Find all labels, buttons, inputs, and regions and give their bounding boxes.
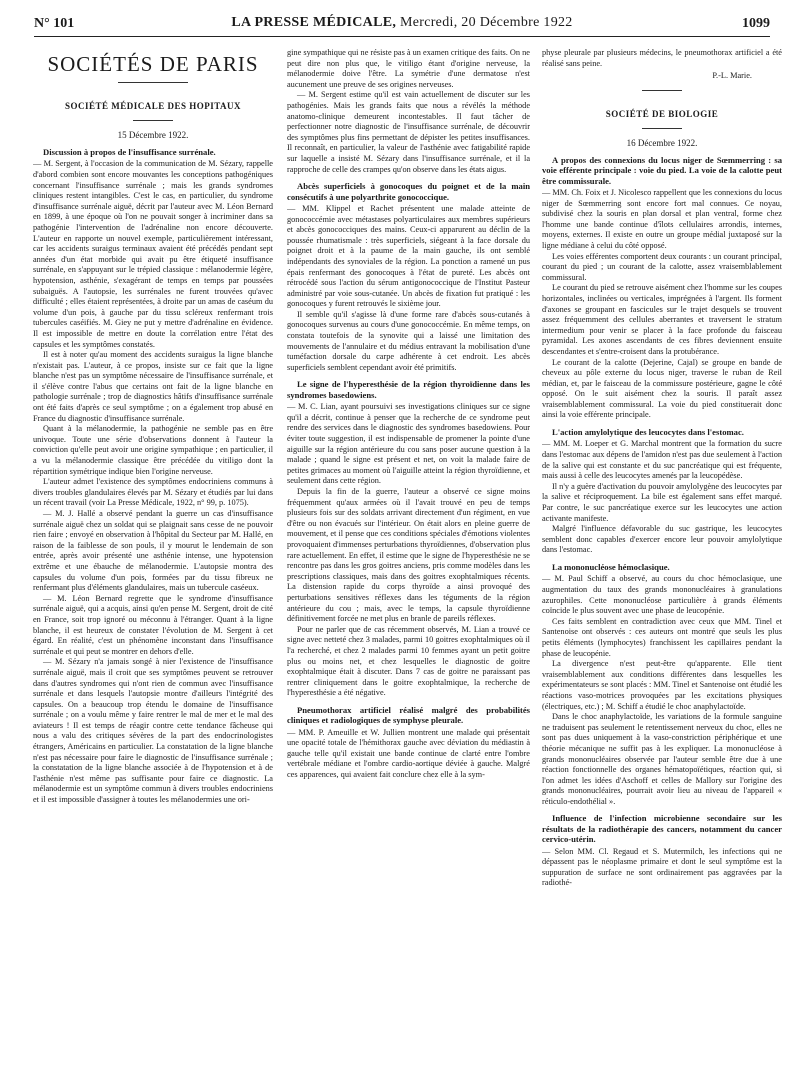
page-number: 1099 bbox=[742, 16, 770, 31]
article-heading: A propos des connexions du locus niger de Sœmmerring : sa voie efférente principale : voie du pied. La voie de la calotte peut être commissurale. bbox=[542, 154, 782, 186]
paragraph: L'auteur admet l'existence des symptômes endocriniens communs à divers troubles glandulaires élevés par M. Sézary et étudiés par lui dans un récent travail (voir La Presse Médicale, 1922, n° 99, p. 1075). bbox=[33, 477, 273, 508]
session-date: 16 Décembre 1922. bbox=[626, 137, 698, 148]
paragraph: — MM. Klippel et Rachet présentent une malade atteinte de gonococcémie avec métastases polyarticulaires aux membres supérieurs et abcès gonococciques des mains. Ceux-ci apparurent au déclin de la poussée rhumatismale : très superficiels, siégeant à la face dorsale du poignet droit et à la paume de la main gauche, ils ont semblé indépendants des synoviales de la région. La ponction a ramené un pus épais renfermant des gonocoques à l'état de pureté. Les abcès ont rétrocédé sous l'action du sérum antigonococcique de l'Institut Pasteur administré par voie sous-cutanée. Un abcès de fixation fut pratiqué : les gonocoques y furent retrouvés le sixième jour. bbox=[287, 203, 530, 309]
paragraph: Malgré l'influence défavorable du suc gastrique, les leucocytes semblent donc capables d'exercer encore leur pouvoir amylolytique dans l'estomac. bbox=[542, 524, 782, 555]
paragraph: — M. J. Hallé a observé pendant la guerre un cas d'insuffisance surrénale aiguë chez un soldat qui se plaignait sans cesse de ne pouvoir rien faire ; envoyé en observation à l'hôpital du Secteur par M. Hallé, en raison de la faiblesse de son pouls, il y mourut le lendemain de son entrée, après avoir présenté une asthénie intense, une hypotension extrême et une ébauche de mélanodermie. L'autopsie montra des capsules du volume d'un pois, formées par du tissu fibreux ne renfermant plus d'éléments glandulaires, mais un tubercule caséeux. bbox=[33, 509, 273, 593]
column-1 bbox=[33, 48, 273, 1078]
paragraph: Ces faits semblent en contradiction avec ceux que MM. Tinel et Santenoise ont observés : ces auteurs ont montré que seuls les plus petits éléments (lymphocytes) franchissent les capillaires pendant la phase de leucopénie. bbox=[542, 616, 782, 658]
session-date: 15 Décembre 1922. bbox=[117, 130, 189, 140]
paragraph: — MM. M. Loeper et G. Marchal montrent que la formation du sucre dans l'estomac aux dépens de l'amidon n'est pas due seulement à l'action de la salive qui est constante et du suc pancréatique qui est fréquente, mais aussi à celle des leucocytes amenés par la leucopédèse. bbox=[542, 439, 782, 481]
article-heading: Le signe de l'hyperesthésie de la région thyroïdienne dans les syndromes basedowiens. bbox=[287, 379, 530, 400]
paragraph: Quant à la mélanodermie, la pathogénie ne semble pas en être univoque. Toute une série d'observations donnent à l'auteur la conviction qu'elle peut avoir une origine sympathique ; en particulier, il a vu la mélanodermie classique être précédée du vitiligo dont la répartition symétrique indique bien l'origine nerveuse. bbox=[33, 424, 273, 476]
paragraph: Il semble qu'il s'agisse là d'une forme rare d'abcès sous-cutanés à gonocoques survenus au cours d'une gonococcémie. En même temps, on constata toutefois de la synovite qui a laissé une limitation des mouvements de l'annulaire et du médius entravant la mobilisation d'une tuméfaction dorsale du carpe adhérente à cet endroit. Les abcès superficiels semblent cependant avoir été primitifs. bbox=[287, 309, 530, 372]
society-rule bbox=[642, 128, 682, 129]
paragraph: — MM. Ch. Foix et J. Nicolesco rappellent que les connexions du locus niger de Sœmmerring sont encore fort mal connues. Ce noyau, subdivisé chez la souris en plan dorsal et plan ventral, forme chez l'homme une bande continue d'îlots cellulaires arrondis, internes, moyens, externes. Il existe en outre un groupe médial juxtaposé sur la ligne médiane à celui du côté opposé. bbox=[542, 188, 782, 250]
publication-date: Mercredi, 20 Décembre 1922 bbox=[399, 15, 573, 30]
paragraph: Il est à noter qu'au moment des accidents suraigus la ligne blanche n'existait pas. L'auteur, à ce propos, insiste sur ce fait que la ligne blanche n'est pas un symptôme nécessaire de l'insuffisance surrénale, et il s'élève contre l'abus que certains ont fait de la ligne blanche en pathologie surrénale ; trop de diagnostics hâtifs d'insuffisance surrénale ont été faits d'après ce seul symptôme ; on a également trop abusé en France du diagnostic d'insuffisance surrénale. bbox=[33, 350, 273, 423]
article-heading: La mononucléose hémoclasique. bbox=[552, 562, 670, 572]
paragraph: — MM. P. Ameuille et W. Jullien montrent une malade qui présentait une opacité totale de l'hémithorax gauche avec déviation du médiastin à gauche telle qu'il existait une bande continue de clarté entre l'ombre vertébrale médiane et l'ombre cardio-aortique déviée à gauche. Malgré ces apparences, qui avaient fait conclure chez elle à la sym- bbox=[287, 727, 530, 780]
page-header bbox=[34, 14, 770, 37]
society-heading: SOCIÉTÉ MÉDICALE DES HOPITAUX bbox=[64, 101, 242, 111]
section-title: SOCIÉTÉS DE PARIS bbox=[47, 52, 259, 76]
article-heading: Pneumothorax artificiel réalisé malgré des probabilités cliniques et radiologiques de symphyse pleurale. bbox=[287, 704, 530, 726]
paragraph: — M. Sézary n'a jamais songé à nier l'existence de l'insuffisance surrénale aiguë, mais il croit que ses symptômes peuvent se retrouver dans d'autres syndromes qui n'ont rien de commun avec l'insuffisance surrénale et dans lesquels l'autopsie montre d'ailleurs l'intégrité des capsules. On a beaucoup trop étendu le domaine de l'insuffisance surrénale ; on a voulu même y faire rentrer le mal de mer et le mal des aviateurs ! Il est temps de réagir contre cette tendance fâcheuse qui nous a valu des critiques sévères de la part des endocrinologistes étrangers, Américains en particulier. La constatation de la ligne blanche n'est pas nécessaire pour faire le diagnostic de l'insuffisance surrénale ; la constatation de la ligne blanche associée à de l'hypotension et à de l'asthénie n'est même pas suffisante pour faire ce diagnostic. La mélanodermie est un symptôme commun à divers troubles endocriniens et il est impossible d'assigner à toutes les mélanodermies une ori- bbox=[33, 657, 273, 805]
paragraph: Le courant du pied se retrouve aisément chez l'homme sur les coupes horizontales, inclinées ou verticales, imprégnées à l'argent. Ils forment d'axones se groupant en fascicules sur le trajet desquels se trouvent assez fréquemment des cellules aberrantes et traversent le stratum intermedium pour venir se placer à la face profonde du faisceau pyramidal. Les axones ascendants de ces fibres deviennent ensuite descendantes et s'entre-croisent dans la protubérance. bbox=[542, 283, 782, 356]
masthead bbox=[34, 15, 770, 31]
article-heading: L'action amylolytique des leucocytes dans l'estomac. bbox=[552, 427, 744, 438]
paragraph: — M. Sergent, à l'occasion de la communication de M. Sézary, rappelle d'abord combien sont encore mouvantes les conceptions pathogéniques concernant l'insuffisance surrénale ; mais les grands syndromes cliniques restent intangibles. C'est le cas, en particulier, du syndrome d'insuffisance surrénale aiguë, décrit par l'auteur avec M. Léon Bernard en 1899, à une époque où l'on ne pouvait songer à incriminer dans sa pathogénie l'intervention de l'adrénaline non encore découverte. L'auteur en rapporte un nouvel exemple, particulièrement intéressant, car les accidents suraigus terminaux avaient été précédés pendant sept années d'un état morbide qui avait pu être étiqueté insuffisance surrénale, en s'appuyant sur le trépied classique : mélanodermie légère, hypotension, asthénie, s'exagérant de temps en temps par poussées subaiguës. A l'autopsie, les surrénales ne furent trouvées qu'avec difficulté ; elles étaient représentées, à droite par un amas de caséum du volume d'un pois, à gauche par du tissu scléreux renfermant trois tubercules caséifiés. M. Giey ne put y mettre d'adrénaline en évidence. Il est impossible de mettre en doute la corrélation entre l'état des capsules et les symptômes constatés. bbox=[33, 159, 273, 349]
article-heading: Abcès superficiels à gonocoques du poignet et de la main consécutifs à une polyarthrite gonococcique. bbox=[287, 181, 530, 202]
title-rule bbox=[118, 82, 188, 83]
column-2 bbox=[287, 48, 530, 1078]
paragraph: — M. Paul Schiff a observé, au cours du choc hémoclasique, une augmentation du taux des grands mononucléaires à granulations azurophiles. Cette mononucléose particulière à grands éléments coïncide le plus souvent avec une phase de leucopénie. bbox=[542, 574, 782, 616]
separator-rule bbox=[642, 90, 682, 91]
paragraph: Dans le choc anaphylactoïde, les variations de la formule sanguine ne traduisent pas seulement le retentissement nerveux du choc, elles ne sont pas dues uniquement à la vaso-constriction périphérique et une théorie mécanique ne suffit pas à les expliquer. La mononucléose à grands mononucléaires observée par l'auteur semble être due à une réaction fonctionnelle des organes hématopoïétiques, réaction qui, si l'on admet les idées d'Aschoff et celles de Mallory sur l'origine des grands mononucléaires, pourrait avoir lieu au niveau de l'appareil « réticulo-endothélial ». bbox=[542, 712, 782, 806]
paragraph: — Selon MM. Cl. Regaud et S. Mutermilch, les infections qui ne dépassent pas le néoplasme primaire et dont le seul symptôme est la suppuration de surface ne sont ordinairement pas aggravées par la radiothé- bbox=[542, 846, 782, 888]
paragraph: Le courant de la calotte (Dejerine, Cajal) se groupe en bande de cheveux au pôle externe du locus niger, traverse le ruban de Reil médian, et, par le faisceau de la commissure postérieure, gagne le côté opposé. On le suit aisément chez la souris. Il paraît assez vraisemblablement commissural. La voie du pied constituerait donc ainsi la voie efférente principale. bbox=[542, 357, 782, 420]
paragraph: Les voies efférentes comportent deux courants : un courant principal, courant du pied ; un courant de la calotte, assez vraisemblablement commissural. bbox=[542, 251, 782, 282]
society-rule bbox=[133, 120, 173, 121]
publication-name: LA PRESSE MÉDICALE, bbox=[231, 15, 397, 30]
paragraph: Depuis la fin de la guerre, l'auteur a observé ce signe moins fréquemment qu'aux armées où il l'avait trouvé en peu de temps plusieurs fois sur des soldats arrivant directement d'un régiment, en vue d'être ou non évacués sur l'intérieur. On était alors en pleine guerre de mouvement, et il pense que ces conditions spéciales d'émotions violentes provoquaient d'immenses perturbations thyroïdiennes, d'observation plus rare actuellement. En effet, il estime que le signe de l'hyperesthésie ne se rencontre pas dans les gros goitres anciens, pris comme modèles dans les prescriptions classiques, mais dans des goitres exophtalmiques récents. La distension rapide du corps thyroïde a ainsi provoqué des perturbations sensitives réflexes dans les téguments de la région antérieure du cou ; mais, avec le temps, la capsule thyroïdienne définitivement forcée ne met plus en branle de pareils réflexes. bbox=[287, 487, 530, 624]
column-3 bbox=[542, 48, 782, 1078]
article-heading: Discussion à propos de l'insuffisance surrénale. bbox=[43, 147, 216, 157]
article-heading: Influence de l'infection microbienne secondaire sur les résultats de la radiothérapie des cancers, notamment du cancer cervico-utérin. bbox=[542, 813, 782, 845]
paragraph: gine sympathique qui ne résiste pas à un examen critique des faits. On ne peut dire non plus que, le vitiligo étant d'origine nerveuse, la mélanodermie doive l'être. La symétrie d'une dermatose n'est aucunement une preuve de ses origines nerveuses. bbox=[287, 48, 530, 89]
paragraph: physe pleurale par plusieurs médecins, le pneumothorax artificiel a été réalisé sans peine. bbox=[542, 48, 782, 68]
author-signature: P.-L. Marie. bbox=[712, 71, 752, 81]
society-heading: SOCIÉTÉ DE BIOLOGIE bbox=[605, 108, 719, 119]
paragraph: — M. C. Lian, ayant poursuivi ses investigations cliniques sur ce signe qu'il a décrit, continue à penser que la recherche de ce syndrome peut rendre des services dans le diagnostic des syndromes basedowiens. Pour éviter toute suggestion, il est indispensable de promener la pointe d'une aiguille sur la région antérieure du cou sans poser aucune question à la malade ; quand le signe est présent et net, on voit la malade faire de petites grimaces au moment où l'aiguille atteint la région thyroïdienne, et seulement dans cette région. bbox=[287, 402, 530, 486]
issue-number: N° 101 bbox=[34, 16, 75, 31]
paragraph: Pour ne parler que de cas récemment observés, M. Lian a trouvé ce signe avec netteté chez 3 malades, parmi 10 goitres exophtalmiques où il l'a recherché, et chez 2 malades parmi 10 femmes ayant un petit goitre plus ou moins net, et chez lesquelles le diagnostic de goitre exophtalmique était à discuter. Dans 7 cas de goitre ne paraissant pas rentrer cliniquement dans le goitre exophtalmique, la recherche de l'hyperesthésie a été négative. bbox=[287, 624, 530, 698]
paragraph: — M. Sergent estime qu'il est vain actuellement de discuter sur les pathogénies. Mais les grands faits que nous a révélés la méthode anatomo-clinique demeurent incontestables. Il faut tâcher de perfectionner notre diagnostic de l'insuffisance surrénale, de découvrir des symptômes plus fins permettant de dépister les petites insuffisances. Il reconnaît, en particulier, la valeur de l'asthénie avec fatigabilité rapide sur laquelle a insisté M. Sézary dans l'insuffisance surrénale, et il la rapproche de celle des crampes qu'on observe dans les états aigus. bbox=[287, 90, 530, 174]
paragraph: Il n'y a guère d'activation du pouvoir amylolygène des leucocytes par la salive et réciproquement. La bile est également sans effet marqué. Par contre, le suc pancréatique exerce sur les leucocytes une action activante manifeste. bbox=[542, 481, 782, 523]
paragraph: — M. Léon Bernard regrette que le syndrome d'insuffisance surrénale aiguë, qui a acquis, ainsi qu'en pense M. Sergent, droit de cité en France, soit trop ignoré ou méconnu à l'étranger. Quant à la ligne blanche, il est heureux de constater l'évolution de M. Sergent à cet égard. En réalité, c'est un phénomène inconstant dans l'insuffisance surrénale et qui peut se montrer en dehors d'elle. bbox=[33, 593, 273, 656]
paragraph: La divergence n'est peut-être qu'apparente. Elle tient vraisemblablement aux conditions différentes dans lesquelles les expérimentateurs se sont placés : MM. Tinel et Santenoise ont étudié les réactions vaso-motrices provoquées par les excitations physiques (électriques, etc.) ; M. Schiff a étudié le choc anaphylactoïde. bbox=[542, 659, 782, 711]
